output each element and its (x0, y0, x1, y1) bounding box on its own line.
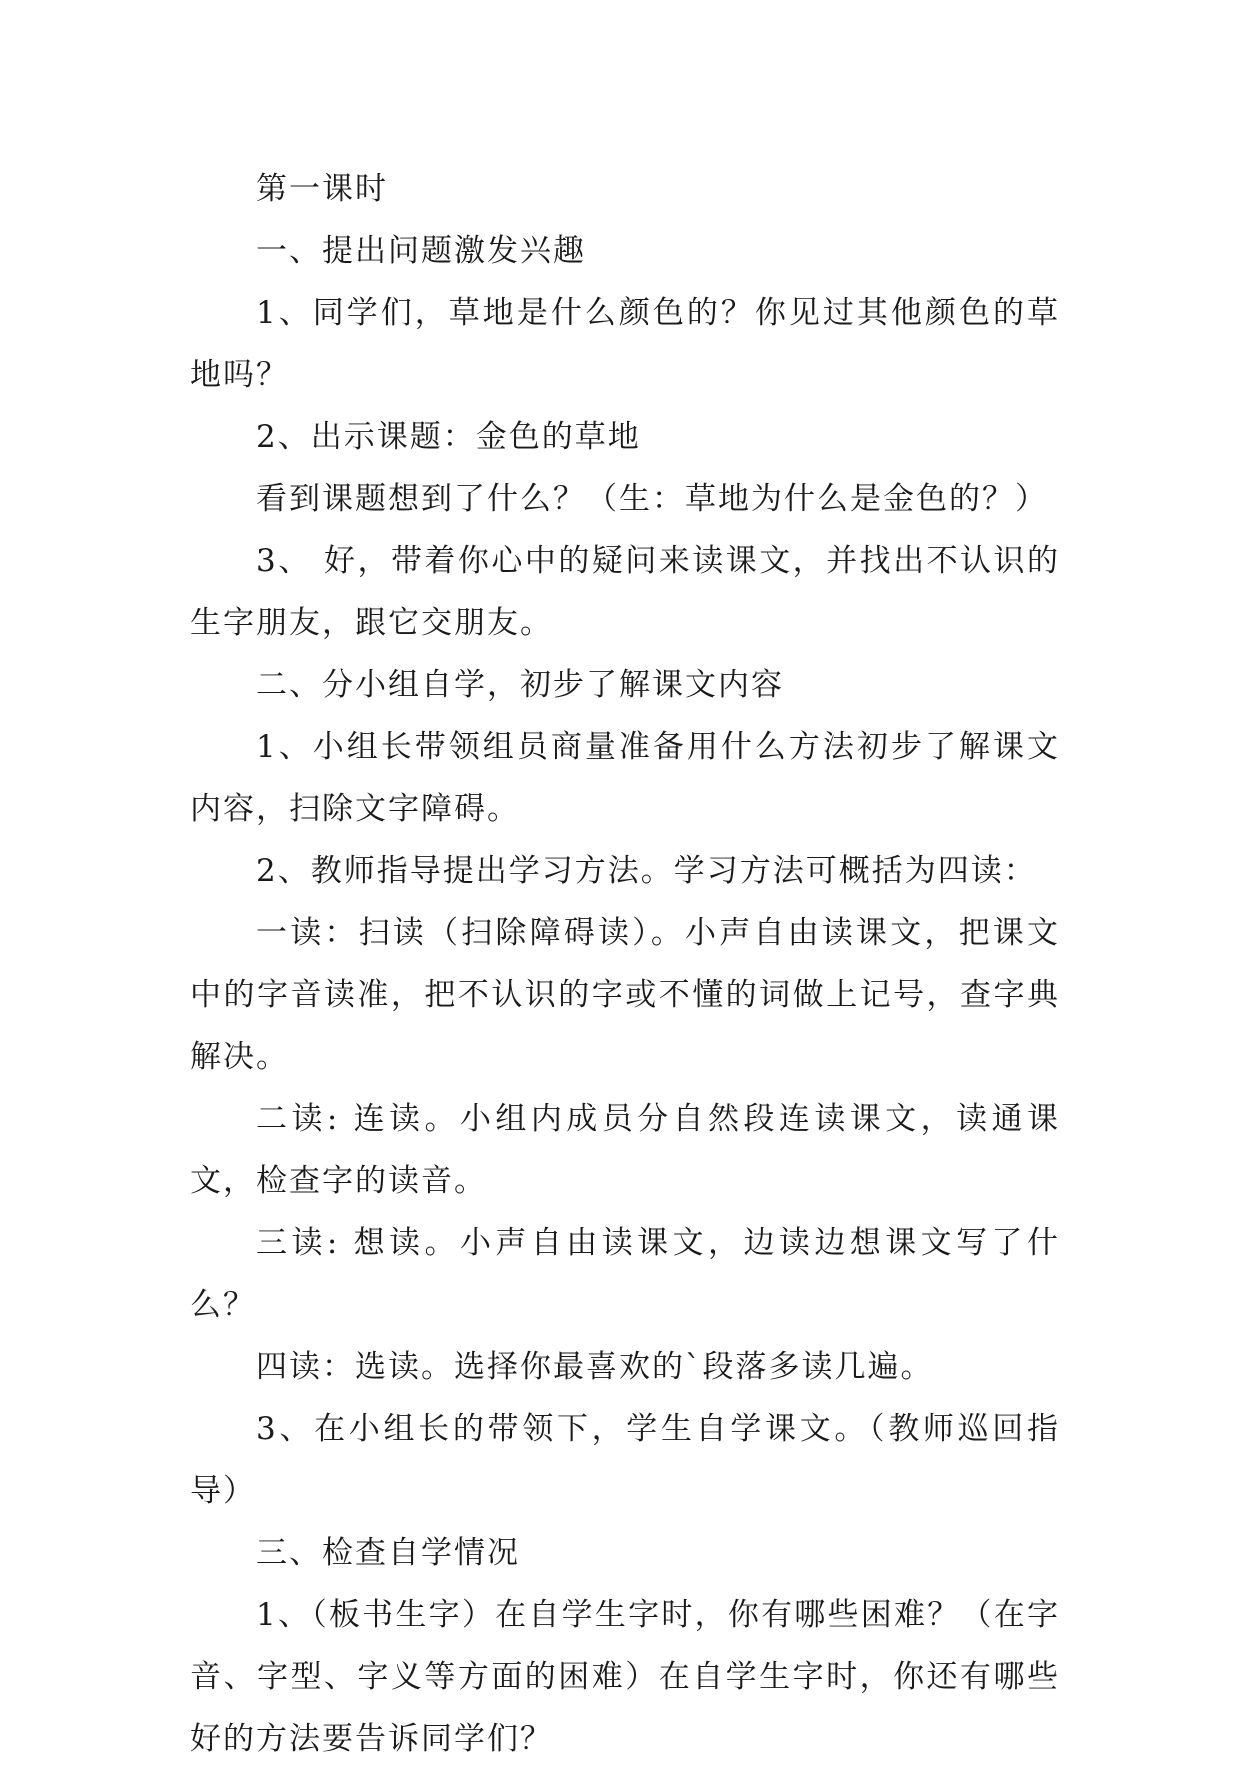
paragraph: 1、（板书生字）在自学生字时，你有哪些困难？（在字音、字型、字义等方面的困难）在自学生字时，你还有哪些好的方法要告诉同学们？ (190, 1597, 1060, 1757)
paragraph: 1、同学们，草地是什么颜色的？你见过其他颜色的草地吗？ (190, 295, 1060, 393)
paragraph: 二读: 连读。小组内成员分自然段连读课文，读通课文，检查字的读音。 (190, 1101, 1060, 1199)
paragraph: 四读：选读。选择你最喜欢的`段落多读几遍。 (256, 1349, 934, 1385)
paragraph: 1、小组长带领组员商量准备用什么方法初步了解课文内容，扫除文字障碍。 (190, 729, 1060, 827)
section-heading-2: 二、分小组自学，初步了解课文内容 (256, 667, 784, 703)
paragraph: 3、在小组长的带领下，学生自学课文。（教师巡回指导） (190, 1411, 1060, 1509)
paragraph: 2、教师指导提出学习方法。学习方法可概括为四读： (256, 853, 1037, 889)
lesson-title: 第一课时 (256, 171, 388, 207)
paragraph: 一读：扫读（扫除障碍读）。小声自由读课文，把课文中的字音读准，把不认识的字或不懂的词做上记号，查字典解决。 (190, 915, 1060, 1075)
document-body (190, 158, 1060, 1770)
paragraph: 2、出示课题：金色的草地 (256, 419, 641, 455)
paragraph: 三读: 想读。小声自由读课文，边读边想课文写了什么？ (190, 1225, 1060, 1323)
section-heading-3: 三、检查自学情况 (256, 1535, 520, 1571)
paragraph: 看到课题想到了什么？（生：草地为什么是金色的？） (256, 481, 1048, 517)
paragraph: 3、 好，带着你心中的疑问来读课文，并找出不认识的生字朋友，跟它交朋友。 (190, 543, 1060, 641)
section-heading-1: 一、提出问题激发兴趣 (256, 233, 586, 269)
